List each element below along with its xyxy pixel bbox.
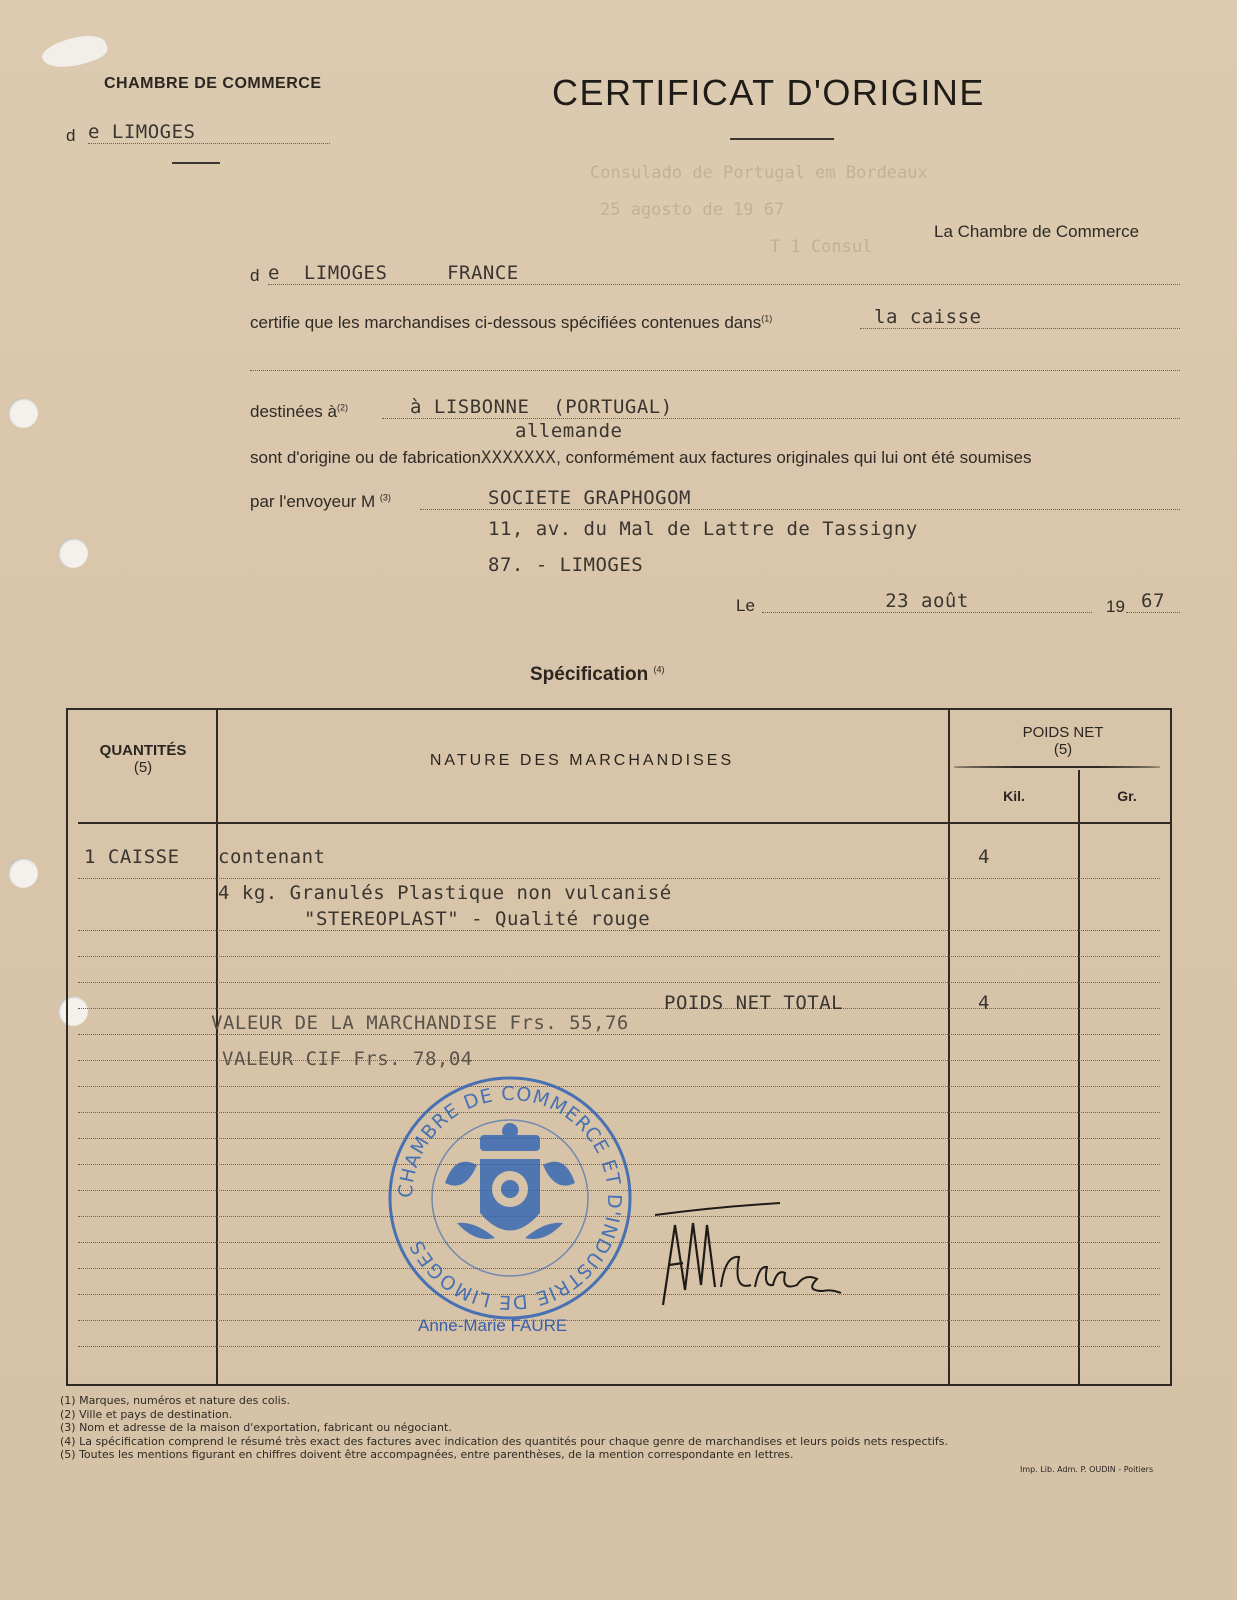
total-kil: 4 [978, 992, 990, 1014]
bleed-text: Consulado de Portugal em Bordeaux [590, 163, 928, 183]
sender-city: 87. - LIMOGES [488, 554, 644, 576]
row-line [78, 956, 1160, 957]
city-field: e LIMOGES FRANCE [268, 262, 1180, 285]
origin-typed: allemande [515, 420, 623, 442]
weight-rule [954, 766, 1160, 768]
chamber-label: CHAMBRE DE COMMERCE [104, 75, 322, 92]
footnote: (1) Marques, numéros et nature des colis. [60, 1394, 290, 1407]
origin-line: sont d'origine ou de fabricationXXXXXXX, conformément aux factures originales qui lui ont été soumises [250, 448, 1032, 468]
row-line [78, 982, 1160, 983]
footnote: (5) Toutes les mentions figurant en chiffres doivent être accompagnées, entre parenthèses, de la mention correspondante en lettres. [60, 1448, 794, 1461]
footnotes [60, 1394, 1190, 1462]
printer-credit: Imp. Lib. Adm. P. OUDIN - Poitiers [1020, 1465, 1154, 1474]
bleed-text: T 1 Consul [770, 237, 873, 257]
value-line: VALEUR DE LA MARCHANDISE Frs. 55,76 [211, 1012, 629, 1034]
certifie-label: certifie que les marchandises ci-dessous spécifiées contenues dans$^{(1)}$ [250, 313, 773, 332]
coat-of-arms-icon [445, 1123, 575, 1239]
bleed-text: 25 agosto de 19 67 [600, 200, 785, 220]
row-desc: "STEREOPLAST" - Qualité rouge [304, 908, 651, 930]
row-desc: contenant [218, 846, 326, 868]
signatory-name: Anne-Marie FAURE [418, 1316, 568, 1335]
row-qty: 1 CAISSE [84, 846, 180, 868]
footnote: (2) Ville et pays de destination. [60, 1407, 233, 1421]
sender-address: 11, av. du Mal de Lattre de Tassigny [488, 518, 918, 540]
year-prefix: 19 [1106, 597, 1125, 616]
date-label: Le [736, 596, 755, 615]
header-rule [78, 822, 1170, 824]
container-field: la caisse [860, 306, 1180, 329]
row-line [78, 1034, 1160, 1035]
col-divider [216, 710, 218, 1386]
punch-hole [8, 858, 38, 888]
torn-corner [39, 29, 109, 76]
blank-line [250, 348, 1180, 371]
row-kil: 4 [978, 846, 990, 868]
signature-text: AM Faure [665, 1323, 670, 1324]
row-desc: 4 kg. Granulés Plastique non vulcanisé [218, 882, 672, 904]
intro-text: La Chambre de Commerce [934, 222, 1140, 241]
col-weight: POIDS NET (5) [1022, 724, 1104, 758]
origin-crossed: XXXXXXX [481, 448, 557, 468]
row-line [78, 1346, 1160, 1347]
destination-label: destinées $à^{(2)}$ [250, 402, 348, 421]
row-line [78, 1008, 1160, 1009]
punch-hole [58, 538, 88, 568]
col-kil: Kil. [1003, 788, 1025, 804]
city-de: d [250, 266, 260, 285]
footnote: (3) Nom et adresse de la maison d'exportation, fabricant ou négociant. [60, 1421, 452, 1434]
sender-name: SOCIETE GRAPHOGOM [420, 487, 1180, 510]
spec-title: Spécification $^{(4)}$ [530, 664, 665, 685]
stamp-text: CHAMBRE DE COMMERCE ET D'INDUSTRIE DE LIMOGES [394, 1082, 626, 1314]
col-quantities: QUANTITÉS (5) [99, 742, 187, 776]
footnote: (4) La spécification comprend le résumé très exact des factures avec indication des quantités pour chaque genre de marchandises et leurs poids nets respectifs. [60, 1434, 948, 1448]
col-gr: Gr. [1117, 788, 1137, 804]
rule [172, 162, 220, 164]
total-label: POIDS NET TOTAL [664, 992, 844, 1014]
destination-field: à LISBONNE (PORTUGAL) [382, 396, 1180, 419]
row-line [78, 930, 1160, 931]
chamber-seal-stamp [385, 1073, 635, 1323]
page-title: CERTIFICAT D'ORIGINE [552, 72, 985, 113]
col-divider [948, 710, 950, 1386]
chamber-de: d [66, 126, 76, 145]
cif-line: VALEUR CIF Frs. 78,04 [222, 1048, 473, 1070]
rule [730, 138, 834, 140]
row-line [78, 878, 1160, 879]
col-nature: NATURE DES MARCHANDISES [429, 752, 735, 769]
sender-label: par l'envoyeur M $^{(3)}$ [250, 492, 391, 511]
signature [655, 1195, 845, 1325]
punch-hole [8, 398, 38, 428]
date-field: 23 août [762, 590, 1092, 613]
year-field: 67 [1126, 590, 1180, 613]
chamber-city: e LIMOGES [88, 121, 330, 144]
